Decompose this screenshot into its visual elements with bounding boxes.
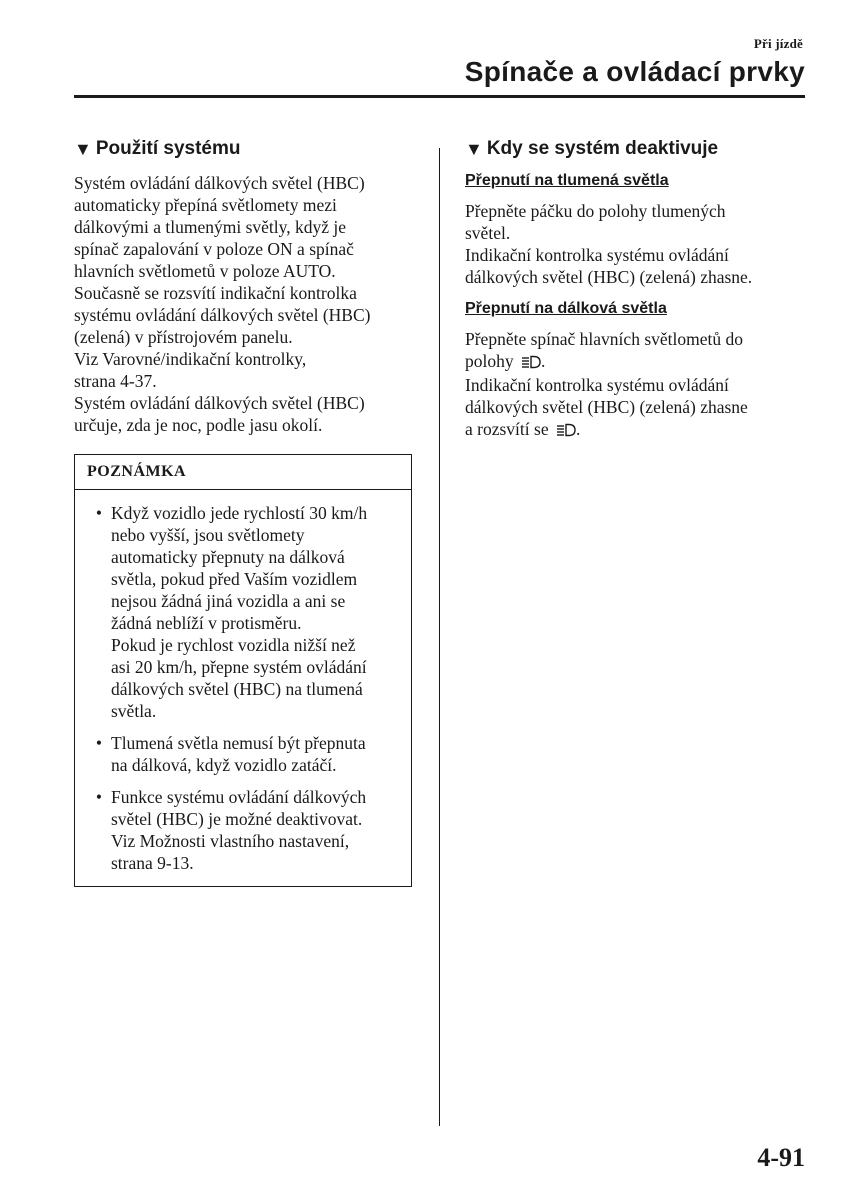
text-line: systému ovládání dálkových světel (HBC) — [74, 305, 371, 325]
title-rule — [74, 95, 805, 98]
note-item — [87, 732, 397, 776]
note-item-text — [111, 502, 397, 722]
text-line — [465, 350, 810, 374]
text-line: spínač zapalování v poloze ON a spínač — [74, 239, 354, 259]
subheading-low-beam: Přepnutí na tlumená světla — [465, 172, 669, 189]
triangle-down-icon: ▼ — [465, 138, 483, 159]
page-title: Spínače a ovládací prvky — [464, 56, 805, 87]
triangle-down-icon: ▼ — [74, 138, 92, 159]
text-line: dálkovými a tlumenými světly, když je — [74, 217, 347, 237]
text-line: světel (HBC) je možné deaktivovat. — [111, 809, 363, 829]
note-item-text — [111, 732, 397, 776]
text-line: hlavních světlometů v poloze AUTO. — [74, 261, 336, 281]
text-line: Pokud je rychlost vozidla nižší než — [111, 635, 356, 655]
left-heading — [74, 138, 424, 160]
bullet-icon: • — [95, 733, 103, 753]
text-line: Přepněte páčku do polohy tlumených — [465, 201, 726, 221]
text-line: Systém ovládání dálkových světel (HBC) — [74, 393, 365, 413]
text-fragment: . — [541, 351, 546, 371]
note-item-text — [111, 786, 397, 874]
text-line: světla, pokud před Vaším vozidlem — [111, 569, 358, 589]
text-line: Systém ovládání dálkových světel (HBC) — [74, 173, 365, 193]
text-line: dálkových světel (HBC) (zelená) zhasne. — [465, 267, 753, 287]
right-heading — [465, 138, 810, 160]
text-line: Viz Varovné/indikační kontrolky, — [74, 349, 307, 369]
text-line: asi 20 km/h, přepne systém ovládání — [111, 657, 367, 677]
text-line — [465, 418, 810, 442]
text-fragment: polohy — [465, 351, 514, 371]
text-line: světla. — [111, 701, 157, 721]
subheading-high-beam: Přepnutí na dálková světla — [465, 300, 667, 317]
text-line: určuje, zda je noc, podle jasu okolí. — [74, 415, 323, 435]
text-line: Současně se rozsvítí indikační kontrolka — [74, 283, 357, 303]
left-heading-text: Použití systému — [95, 138, 241, 159]
high-beam-icon — [556, 420, 576, 442]
text-line: Když vozidlo jede rychlostí 30 km/h — [111, 503, 368, 523]
high-beam-icon — [521, 352, 541, 374]
text-line: nebo vyšší, jsou světlomety — [111, 525, 305, 545]
text-line: žádná neblíží v protisměru. — [111, 613, 302, 633]
left-body — [74, 172, 424, 436]
text-line: světel. — [465, 223, 511, 243]
bullet-icon: • — [95, 787, 103, 807]
note-item — [87, 502, 397, 722]
text-line: (zelená) v přístrojovém panelu. — [74, 327, 293, 347]
page-number: 4-91 — [757, 1143, 805, 1172]
text-line: na dálková, když vozidlo zatáčí. — [111, 755, 337, 775]
text-line: Viz Možnosti vlastního nastavení, — [111, 831, 350, 851]
text-line: Funkce systému ovládání dálkových — [111, 787, 367, 807]
text-line: automaticky přepnuty na dálková — [111, 547, 345, 567]
section-label: Při jízdě — [753, 36, 803, 51]
left-column — [74, 138, 424, 887]
text-line: Přepněte spínač hlavních světlometů do — [465, 329, 743, 349]
text-line: dálkových světel (HBC) (zelená) zhasne — [465, 397, 748, 417]
high-beam-body — [465, 328, 810, 442]
bullet-icon: • — [95, 503, 103, 523]
text-line: dálkových světel (HBC) na tlumená — [111, 679, 363, 699]
note-title: POZNÁMKA — [75, 455, 411, 490]
text-line: nejsou žádná jiná vozidla a ani se — [111, 591, 346, 611]
note-item — [87, 786, 397, 874]
low-beam-body — [465, 200, 810, 288]
right-column — [465, 138, 810, 442]
text-line: strana 9-13. — [111, 853, 194, 873]
text-line: automaticky přepíná světlomety mezi — [74, 195, 337, 215]
text-fragment: a rozsvítí se — [465, 419, 549, 439]
note-body — [75, 490, 411, 886]
text-line: Indikační kontrolka systému ovládání — [465, 245, 729, 265]
right-heading-text: Kdy se systém deaktivuje — [486, 138, 719, 159]
text-line: strana 4-37. — [74, 371, 157, 391]
column-divider — [439, 148, 440, 1126]
text-fragment: . — [575, 419, 581, 439]
note-box — [74, 454, 412, 887]
text-line: Tlumená světla nemusí být přepnuta — [111, 733, 366, 753]
text-line: Indikační kontrolka systému ovládání — [465, 375, 729, 395]
